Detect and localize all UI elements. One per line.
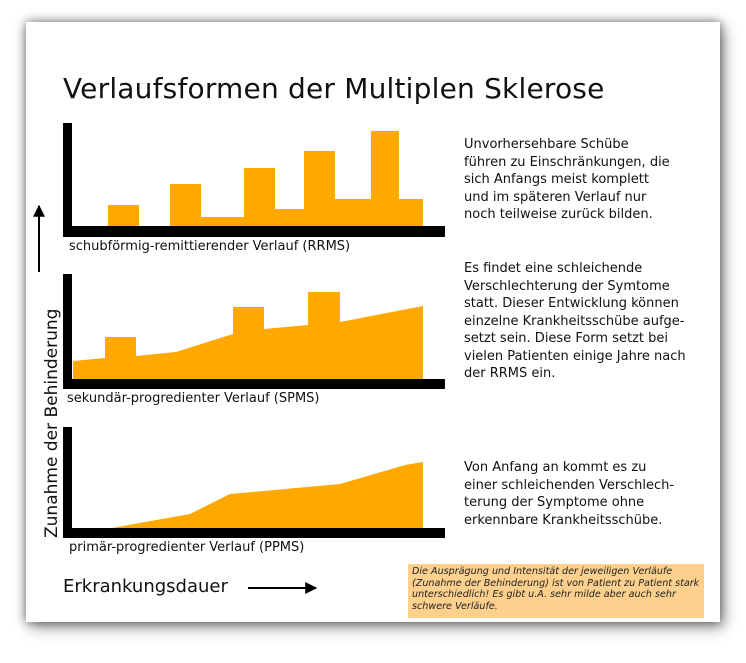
ppms-description: Von Anfang an kommt es zu einer schleichenden Verschlech- terung der Symptome ohne erkennbare Krankheitsschübe. bbox=[464, 460, 675, 528]
spms-label: sekundär-progredienter Verlauf (SPMS) bbox=[67, 391, 320, 406]
spms-description: Es findet eine schleichende Verschlechterung der Symtome statt. Dieser Entwicklung können einzelne Krankheitsschübe aufge- setzt sein. Diese Form setzt bei vielen Patienten einige Jahre nach der RRMS ein. bbox=[464, 261, 686, 381]
rrms-area bbox=[108, 131, 423, 226]
note-box: Die Ausprägung und Intensität der jeweiligen Verläufe (Zunahme der Behinderung) ist von Patient zu Patient stark unterschiedlich! Es gibt u.A. sehr milde aber auch sehr schwere Verläufe. bbox=[408, 564, 704, 618]
spms-x-axis bbox=[63, 379, 445, 389]
ppms-x-axis bbox=[63, 528, 445, 538]
rrms-y-axis bbox=[63, 123, 72, 237]
ppms-area bbox=[112, 462, 423, 528]
page-title: Verlaufsformen der Multiplen Sklerose bbox=[63, 72, 605, 105]
spms-y-axis bbox=[63, 274, 72, 389]
spms-area bbox=[73, 292, 423, 379]
y-axis-label: Zunahme der Behinderung bbox=[42, 308, 62, 538]
ppms-label: primär-progredienter Verlauf (PPMS) bbox=[69, 540, 305, 555]
rrms-x-axis bbox=[63, 226, 445, 237]
x-axis-label: Erkrankungsdauer bbox=[63, 576, 228, 597]
rrms-label: schubförmig-remittierender Verlauf (RRMS) bbox=[69, 239, 351, 254]
ppms-y-axis bbox=[63, 427, 72, 538]
rrms-description: Unvorhersehbare Schübe führen zu Einschränkungen, die sich Anfangs meist komplett und im späteren Verlauf nur noch teilweise zurück bilden. bbox=[464, 137, 670, 222]
